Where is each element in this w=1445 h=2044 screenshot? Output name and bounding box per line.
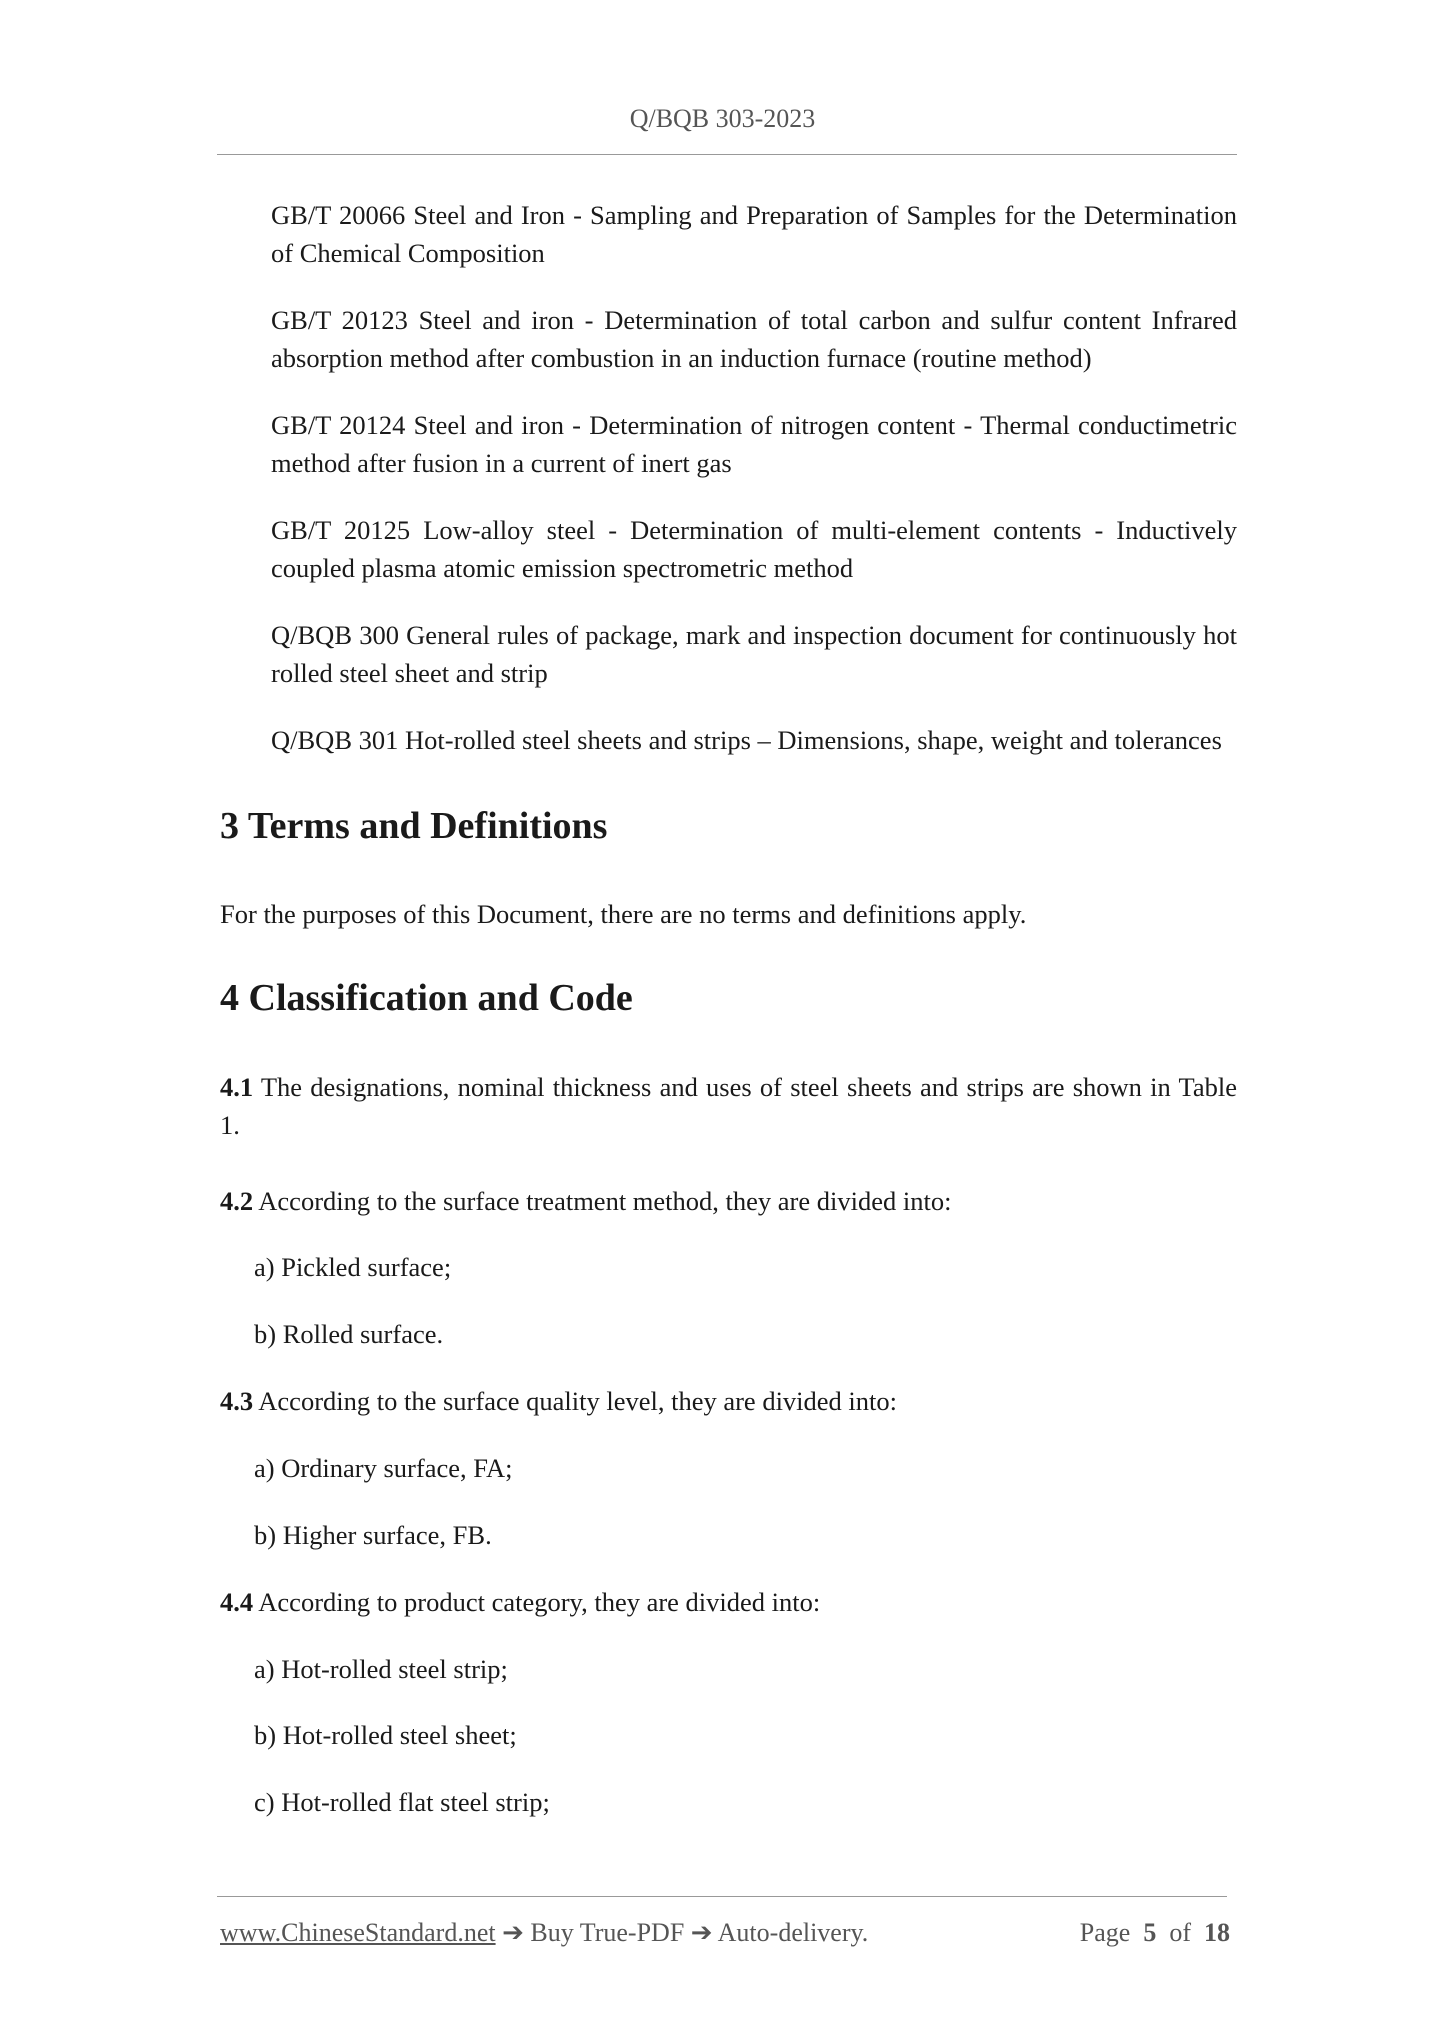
total-pages: 18	[1204, 1918, 1230, 1947]
buy-text: Buy True-PDF	[530, 1918, 685, 1947]
reference-item: Q/BQB 301 Hot-rolled steel sheets and strips – Dimensions, shape, weight and tolerances	[271, 725, 1222, 755]
page-word: Page	[1079, 1918, 1131, 1947]
clause-4-1	[220, 1068, 1237, 1144]
clause-text: According to the surface quality level, they are divided into:	[253, 1386, 898, 1416]
section-3-text: For the purposes of this Document, there are no terms and definitions apply.	[220, 899, 1027, 929]
list-item: b) Rolled surface.	[254, 1319, 444, 1349]
clause-4-3	[220, 1382, 1237, 1420]
delivery-text: Auto-delivery.	[717, 1918, 869, 1947]
clause-number: 4.1	[220, 1072, 254, 1102]
reference-item: Q/BQB 300 General rules of package, mark and inspection document for continuously hot rolled steel sheet and strip	[271, 620, 1237, 688]
list-item: a) Hot-rolled steel strip;	[254, 1654, 508, 1684]
list-item: a) Ordinary surface, FA;	[254, 1453, 513, 1483]
clause-4-4	[220, 1583, 1237, 1621]
list-item: a) Pickled surface;	[254, 1252, 452, 1282]
of-word: of	[1169, 1918, 1191, 1947]
list-item: b) Hot-rolled steel sheet;	[254, 1720, 517, 1750]
clause-number: 4.3	[220, 1386, 254, 1416]
footer-divider	[217, 1896, 1227, 1897]
website-link[interactable]: www.ChineseStandard.net	[220, 1918, 496, 1947]
document-code-header: Q/BQB 303-2023	[629, 104, 816, 133]
clause-text: According to product category, they are divided into:	[253, 1587, 821, 1617]
arrow-icon: ➔	[684, 1918, 718, 1947]
clause-number: 4.2	[220, 1186, 254, 1216]
section-3-heading: 3 Terms and Definitions	[220, 805, 608, 847]
list-item: b) Higher surface, FB.	[254, 1520, 492, 1550]
clause-text: The designations, nominal thickness and uses of steel sheets and strips are shown in Table 1.	[220, 1072, 1237, 1140]
clause-4-2	[220, 1182, 1237, 1220]
arrow-icon: ➔	[495, 1918, 531, 1947]
current-page: 5	[1143, 1918, 1157, 1947]
clause-number: 4.4	[220, 1587, 254, 1617]
reference-item: GB/T 20066 Steel and Iron - Sampling and Preparation of Samples for the Determination of Chemical Composition	[271, 200, 1237, 268]
page-number	[1080, 1918, 1230, 1948]
reference-item: GB/T 20125 Low-alloy steel - Determination of multi-element contents - Inductively coupled plasma atomic emission spectrometric method	[271, 515, 1237, 583]
section-4-heading: 4 Classification and Code	[220, 977, 633, 1019]
footer-promo	[220, 1918, 868, 1948]
reference-item: GB/T 20123 Steel and iron - Determination of total carbon and sulfur content Infrared absorption method after combustion in an induction furnace (routine method)	[271, 305, 1237, 373]
reference-item: GB/T 20124 Steel and iron - Determination of nitrogen content - Thermal conductimetric method after fusion in a current of inert gas	[271, 410, 1237, 478]
normative-references-list	[271, 196, 1237, 788]
header-divider	[217, 154, 1237, 155]
clause-text: According to the surface treatment method, they are divided into:	[253, 1186, 952, 1216]
list-item: c) Hot-rolled flat steel strip;	[254, 1787, 550, 1817]
